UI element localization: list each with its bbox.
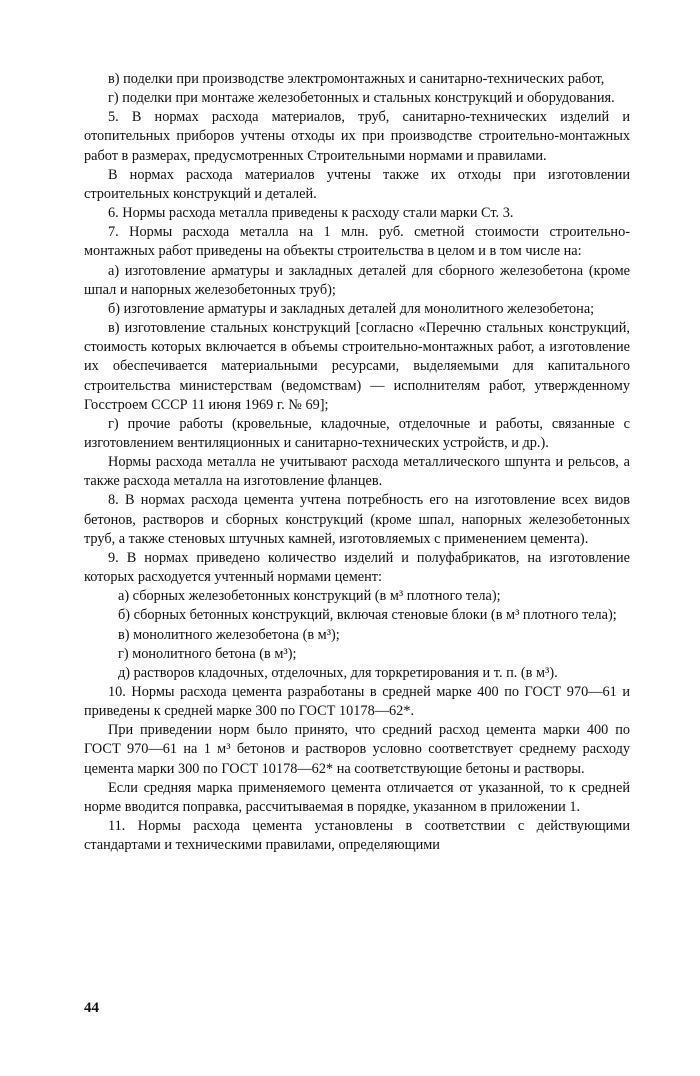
paragraph-item-a-rc: а) сборных железобетонных конструкций (в м³ плотного тела); bbox=[118, 588, 501, 605]
page-number: 44 bbox=[84, 1000, 99, 1016]
paragraph-correction: Если средняя марка применяемого цемента отличается от указанной, то к средней норме вводится поправка, рассчитываемая в порядке, указанном в приложении 1. bbox=[84, 779, 630, 815]
paragraph-item-g-mono-concrete: г) монолитного бетона (в м³); bbox=[118, 645, 297, 662]
paragraph-clause-6: 6. Нормы расхода металла приведены к расходу стали марки Ст. 3. bbox=[108, 205, 514, 222]
paragraph-clause-8: 8. В нормах расхода цемента учтена потребность его на изготовление всех видов бетонов, растворов и сборных конструкций (кроме шпал, напорных железобетонных труб, а также стеновых штучных камней, изготовляемых с применением цемента). bbox=[84, 492, 630, 547]
paragraph-item-v-electro: в) поделки при производстве электромонтажных и санитарно-технических работ, bbox=[108, 71, 605, 87]
body-text bbox=[84, 70, 630, 855]
paragraph-clause-5: 5. В нормах расхода материалов, труб, санитарно-технических изделий и отопительных приборов учтены отходы их при производстве строительно-монтажных работ в размерах, предусмотренных Строительными нормами и правилами. bbox=[84, 109, 630, 164]
paragraph-item-d-mortars: д) растворов кладочных, отделочных, для торкретирования и т. п. (в м³). bbox=[118, 664, 558, 681]
paragraph-clause-7: 7. Нормы расхода металла на 1 млн. руб. сметной стоимости строительно-монтажных работ приведены на объекты строительства в целом и в том числе на: bbox=[84, 224, 630, 260]
paragraph-conversion: При приведении норм было принято, что средний расход цемента марки 400 по ГОСТ 970—61 на 1 м³ бетонов и растворов условно соответствует среднему расходу цемента марки 300 по ГОСТ 10178—62* на соответствующие бетоны и растворы. bbox=[84, 722, 630, 777]
paragraph-metal-exclusions: Нормы расхода металла не учитывают расхода металлического шпунта и рельсов, а также расхода металла на изготовление фланцев. bbox=[84, 454, 630, 490]
paragraph-waste-fabrication: В нормах расхода материалов учтены также их отходы при изготовлении строительных конструкций и деталей. bbox=[84, 166, 630, 202]
paragraph-item-v-mono-rc: в) монолитного железобетона (в м³); bbox=[118, 626, 340, 643]
paragraph-item-b-concrete: б) сборных бетонных конструкций, включая стеновые блоки (в м³ плотного тела); bbox=[118, 607, 617, 624]
paragraph-item-g-mounting: г) поделки при монтаже железобетонных и стальных конструкций и оборудования. bbox=[108, 90, 615, 107]
paragraph-item-v-steel: в) изготовление стальных конструкций [согласно «Перечню стальных конструкций, стоимость которых включается в объемы строительно-монтажных работ, а изготовление их обеспечивается материальными ресурсами, выделяемыми для капитального строительства министерствам (ведомствам) — исполнителям работ, утвержденному Госстроем СССР 11 июня 1969 г. № 69]; bbox=[84, 320, 630, 413]
paragraph-item-a-precast: а) изготовление арматуры и закладных деталей для сборного железобетона (кроме шпал и напорных железобетонных труб); bbox=[84, 262, 630, 298]
paragraph-clause-9: 9. В нормах приведено количество изделий и полуфабрикатов, на изготовление которых расходуется учтенный нормами цемент: bbox=[84, 549, 630, 586]
paragraph-item-g-other: г) прочие работы (кровельные, кладочные, отделочные и работы, связанные с изготовлением вентиляционных и санитарно-технических устройств, и др.). bbox=[84, 415, 630, 451]
paragraph-clause-11: 11. Нормы расхода цемента установлены в соответствии с действующими стандартами и техническими правилами, определяющими bbox=[84, 818, 630, 854]
paragraph-item-b-monolithic: б) изготовление арматуры и закладных деталей для монолитного железобетона; bbox=[108, 300, 595, 317]
paragraph-clause-10: 10. Нормы расхода цемента разработаны в средней марке 400 по ГОСТ 970—61 и приведены к средней марке 300 по ГОСТ 10178—62*. bbox=[84, 684, 630, 720]
